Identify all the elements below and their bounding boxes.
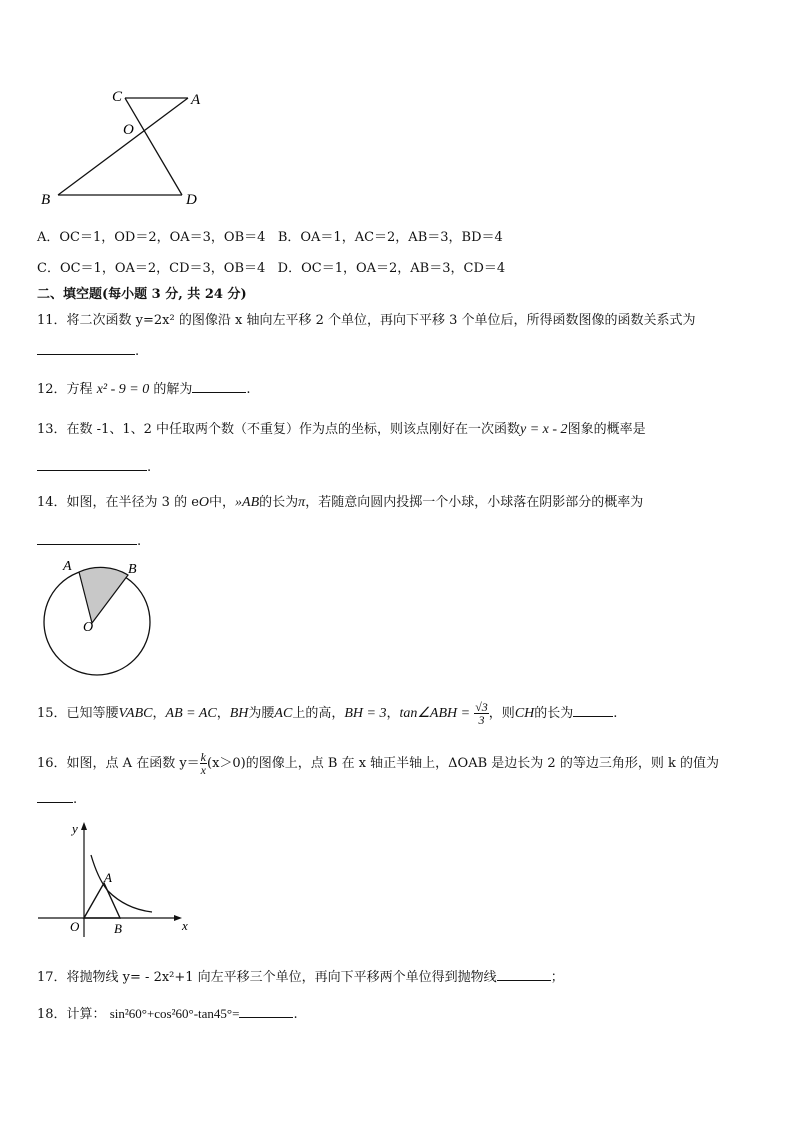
segment-cd xyxy=(125,98,182,195)
punct: . xyxy=(137,534,142,549)
answer-blank[interactable] xyxy=(37,342,135,355)
punct: . xyxy=(613,706,618,721)
punct: . xyxy=(246,382,251,397)
q12-prefix: 12．方程 xyxy=(37,382,93,397)
punct: . xyxy=(147,460,152,475)
q13-suffix: 图象的概率是 xyxy=(567,422,646,437)
answer-blank[interactable] xyxy=(573,704,613,717)
label-a: A xyxy=(104,870,112,885)
fraction-sqrt3-over-3 xyxy=(474,701,489,726)
option-c: C．OC＝1，OA＝2，CD＝3，OB＝4 xyxy=(37,261,266,276)
q12-equation: x² - 9 = 0 xyxy=(96,382,150,397)
question-13 xyxy=(37,421,646,439)
question-16-answer xyxy=(37,790,77,809)
numerator: √3 xyxy=(475,700,488,714)
options-row-2 xyxy=(37,260,505,278)
q15-text-2: 上的高， xyxy=(292,706,345,721)
answer-blank[interactable] xyxy=(192,380,246,393)
punct: ， xyxy=(216,706,230,721)
question-15 xyxy=(37,701,617,727)
shaded-sector xyxy=(79,567,128,623)
label-a: A xyxy=(191,92,201,108)
q18-prefix: 18．计算： xyxy=(37,1007,106,1022)
question-12 xyxy=(37,380,251,399)
answer-blank[interactable] xyxy=(37,532,137,545)
question-11-answer xyxy=(37,342,139,361)
punct: ； xyxy=(550,970,564,985)
q13-function: y = x - 2 xyxy=(520,422,568,437)
label-b: B xyxy=(41,192,51,208)
label-x: x xyxy=(182,918,188,933)
label-a: A xyxy=(63,559,72,574)
y-axis-arrow xyxy=(81,822,87,830)
question-14 xyxy=(37,494,643,512)
label-c: C xyxy=(112,89,123,105)
q15-text-1: 为腰 xyxy=(248,706,275,721)
answer-blank[interactable] xyxy=(497,968,551,981)
option-b: B．OA＝1，AC＝2，AB＝3，BD＝4 xyxy=(277,230,503,245)
question-18 xyxy=(37,1005,298,1024)
q14-prefix: 14．如图，在半径为 3 的 e xyxy=(37,495,199,510)
punct: . xyxy=(73,792,78,807)
denominator: 3 xyxy=(478,713,485,727)
question-14-answer xyxy=(37,532,141,551)
q15-text-4: 的长为 xyxy=(534,706,574,721)
label-o: O xyxy=(83,620,94,635)
question-11: 11．将二次函数 y=2x² 的图像沿 x 轴向左平移 2 个单位，再向下平移 3 个单位后，所得函数图像的函数关系式为 xyxy=(37,313,696,328)
q14-mid: 中， xyxy=(209,495,236,510)
punct: ， xyxy=(152,706,166,721)
hyperbola-curve xyxy=(91,855,152,912)
label-b: B xyxy=(128,562,137,577)
q14-circle-o: O xyxy=(198,495,210,510)
section-title: 二、填空题(每小题 3 分, 共 24 分) xyxy=(37,287,247,302)
q15-triangle: VABC xyxy=(118,706,153,721)
label-b: B xyxy=(114,921,122,936)
q14-arc-ab: »AB xyxy=(235,495,260,510)
denominator: x xyxy=(200,763,206,777)
question-13-answer xyxy=(37,458,151,477)
q15-text-3: ，则 xyxy=(488,706,515,721)
q16-text: (x＞0)的图像上，点 B 在 x 轴正半轴上，ΔOAB 是边长为 2 的等边三角形，则 k 的值为 xyxy=(207,756,719,771)
option-a: A．OC＝1，OD＝2，OA＝3，OB＝4 xyxy=(37,230,266,245)
options-row-1 xyxy=(37,229,503,247)
q14-suffix: ，若随意向圆内投掷一个小球，小球落在阴影部分的概率为 xyxy=(305,495,644,510)
numerator: k xyxy=(200,750,206,764)
answer-blank[interactable] xyxy=(37,458,147,471)
q15-bh: BH xyxy=(229,706,249,721)
question-16 xyxy=(37,751,719,777)
option-d: D．OC＝1，OA＝2，AB＝3，CD＝4 xyxy=(277,261,506,276)
label-y: y xyxy=(72,821,78,836)
punct: . xyxy=(293,1007,298,1022)
q15-bh-eq-3: BH = 3 xyxy=(344,706,387,721)
q16-prefix: 16．如图，点 A 在函数 y＝ xyxy=(37,756,200,771)
fraction-k-over-x xyxy=(200,751,207,776)
punct: ， xyxy=(386,706,400,721)
q14-pi: π xyxy=(298,495,306,510)
q15-prefix: 15．已知等腰 xyxy=(37,706,119,721)
x-axis-arrow xyxy=(174,915,182,921)
punct: . xyxy=(135,344,140,359)
figure-triangles xyxy=(30,80,230,215)
label-o: O xyxy=(70,919,80,934)
q17-text: 17．将抛物线 y= - 2x²+1 向左平移三个单位，再向下平移两个单位得到抛物线 xyxy=(37,970,497,985)
figure-circle-sector xyxy=(38,556,158,678)
segment-ab xyxy=(58,98,188,195)
figure-coordinate-graph xyxy=(36,817,196,939)
q18-expression: sin²60°+cos²60°-tan45°= xyxy=(109,1006,240,1021)
answer-blank[interactable] xyxy=(37,790,73,803)
label-d: D xyxy=(186,192,197,208)
q15-tan: tan∠ABH = xyxy=(399,706,471,721)
q15-ab-eq-ac: AB = AC xyxy=(165,706,217,721)
triangle-oab xyxy=(84,883,120,918)
q12-suffix: 的解为 xyxy=(153,382,193,397)
q15-ch: CH xyxy=(514,706,535,721)
answer-blank[interactable] xyxy=(239,1005,293,1018)
question-17 xyxy=(37,968,564,987)
label-o: O xyxy=(123,122,134,138)
q15-ac: AC xyxy=(274,706,293,721)
q13-text: 13．在数 -1、1、2 中任取两个数（不重复）作为点的坐标，则该点刚好在一次函数 xyxy=(37,422,521,437)
q14-mid2: 的长为 xyxy=(259,495,299,510)
